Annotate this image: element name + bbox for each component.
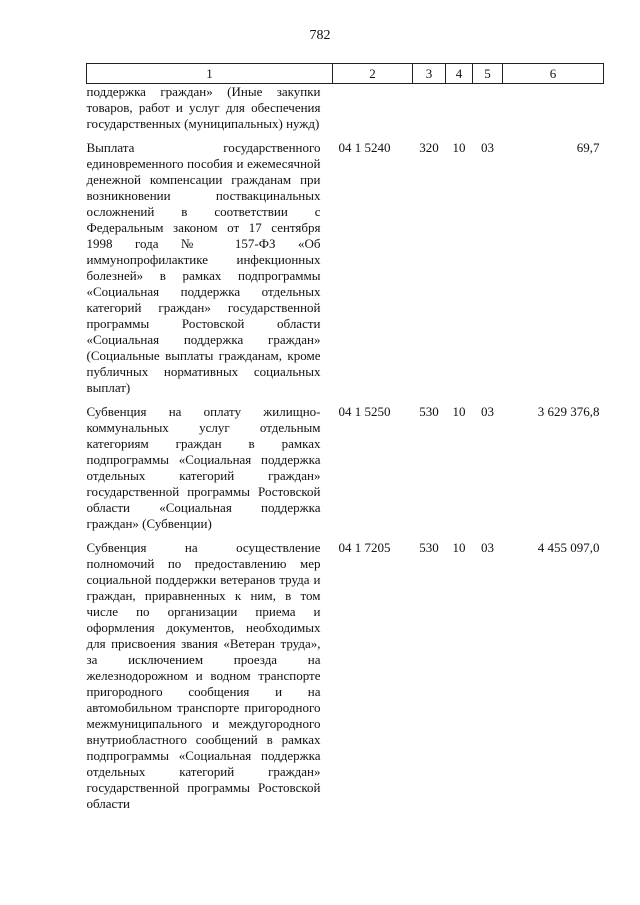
row-section: 10 xyxy=(452,404,466,419)
header-col-2: 2 xyxy=(333,64,413,84)
page-number: 782 xyxy=(309,28,331,43)
table-row xyxy=(87,540,604,812)
row-type xyxy=(413,84,446,133)
table-row xyxy=(87,84,604,133)
header-col-6: 6 xyxy=(503,64,604,84)
header-col-5: 5 xyxy=(473,64,503,84)
row-amount xyxy=(503,84,604,133)
table-row xyxy=(87,404,604,532)
row-description: Субвенция на осуществление полномочий по предоставлению мер социальной поддержки ветеранов труда и граждан, приравненных к ним, в том числе по организации приема и оформления документов, необходимых для присвоения звания «Ветеран труда», за исключением проезда на железнодорожном и водном транспорте пригородного сообщения и на автомобильном транспорте пригородного межмуниципального и междугородного внутриобластного сообщений в рамках подпрограммы «Социальная поддержка отдельных категорий граждан» государственной программы Ростовской области xyxy=(86,540,321,811)
table-row xyxy=(87,140,604,396)
row-subsection xyxy=(473,84,503,133)
row-amount: 4 455 097,0 xyxy=(537,540,600,555)
row-type: 530 xyxy=(419,540,439,555)
row-description: Выплата государственного единовременного пособия и ежемесячной денежной компенсации гражданам при возникновении поствакцинальных осложнений в соответствии с Федеральным законом от 17 сентября 1998 года № 157-ФЗ «Об иммунопрофилактике инфекционных болезней» в рамках подпрограммы «Социальная поддержка отдельных категорий граждан» государственной программы Ростовской области «Социальная поддержка граждан» (Социальные выплаты гражданам, кроме публичных нормативных социальных выплат) xyxy=(86,140,321,395)
row-code: 04 1 5250 xyxy=(338,404,391,419)
row-code xyxy=(333,84,413,133)
budget-table xyxy=(86,63,604,812)
row-type: 320 xyxy=(419,140,439,155)
row-description: Субвенция на оплату жилищно-коммунальных услуг отдельным категориям граждан в рамках подпрограммы «Социальная поддержка отдельных категорий граждан» государственной программы Ростовской области «Социальная поддержка граждан» (Субвенции) xyxy=(86,404,321,531)
header-col-4: 4 xyxy=(446,64,473,84)
row-code: 04 1 7205 xyxy=(338,540,391,555)
row-code: 04 1 5240 xyxy=(338,140,391,155)
row-section: 10 xyxy=(452,140,466,155)
header-col-3: 3 xyxy=(413,64,446,84)
row-description: поддержка граждан» (Иные закупки товаров, работ и услуг для обеспечения государственных (муниципальных) нужд) xyxy=(86,84,321,131)
row-section: 10 xyxy=(452,540,466,555)
header-row xyxy=(87,64,604,84)
row-amount: 3 629 376,8 xyxy=(537,404,600,419)
header-col-1: 1 xyxy=(87,64,333,84)
row-subsection: 03 xyxy=(481,540,494,555)
table-header xyxy=(87,64,604,84)
row-section xyxy=(446,84,473,133)
row-amount: 69,7 xyxy=(576,140,600,155)
row-subsection: 03 xyxy=(481,404,494,419)
row-subsection: 03 xyxy=(481,140,494,155)
row-type: 530 xyxy=(419,404,439,419)
